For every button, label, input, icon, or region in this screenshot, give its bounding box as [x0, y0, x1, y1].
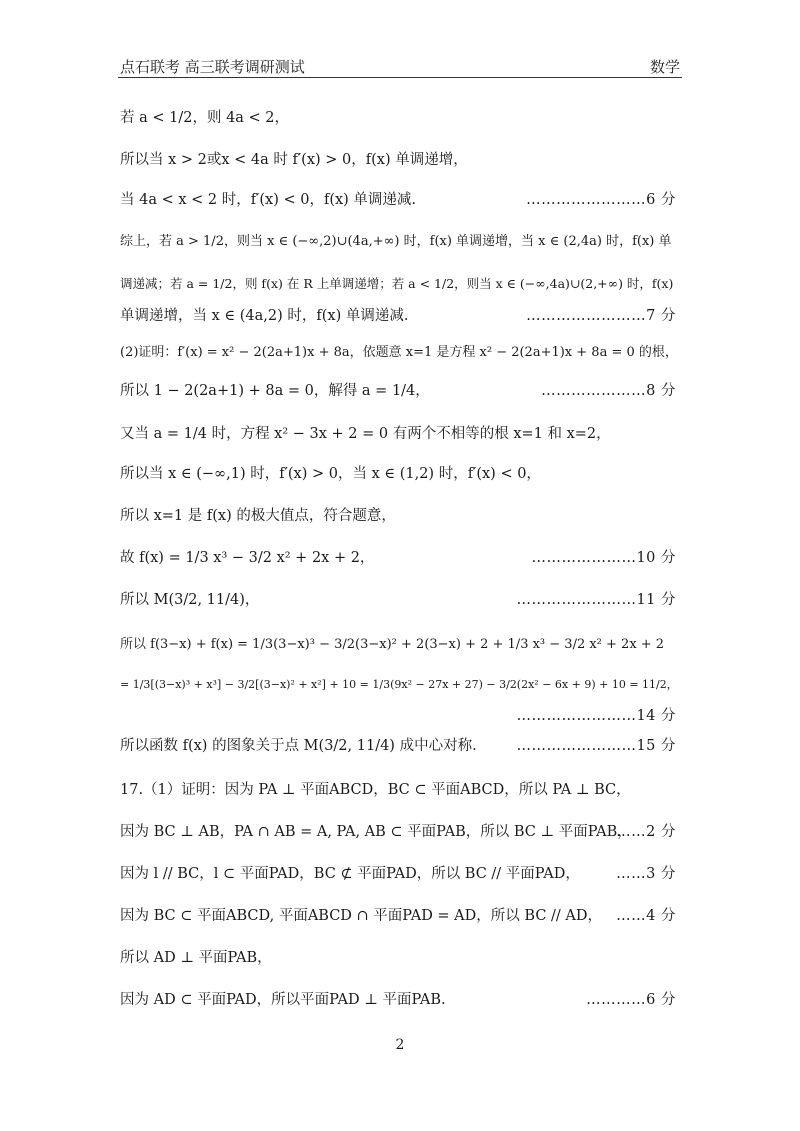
- line-9: 又当 a = 1/4 时，方程 x² − 3x + 2 = 0 有两个不相等的根 x=1 和 x=2，: [120, 426, 611, 442]
- line-12: 故 f(x) = 1/3 x³ − 3/2 x² + 2x + 2，: [120, 550, 375, 566]
- line-17: 17.（1）证明：因为 PA ⊥ 平面ABCD，BC ⊂ 平面ABCD，所以 PA ⊥ BC，: [120, 782, 631, 798]
- score-7: ……………………7 分: [526, 308, 676, 324]
- line-10: 所以当 x ∈ (−∞,1) 时，f′(x) > 0，当 x ∈ (1,2) 时，f′(x) < 0，: [120, 466, 541, 482]
- line-13: 所以 M(3/2, 11/4)，: [120, 592, 260, 608]
- score-8: …………………8 分: [541, 383, 676, 399]
- score-6-a: ……………………6 分: [526, 192, 676, 208]
- line-21: 所以 AD ⊥ 平面PAB，: [120, 950, 272, 966]
- score-11: ……………………11 分: [516, 592, 676, 608]
- score-6-b: …………6 分: [586, 992, 676, 1008]
- page-number: 2: [395, 1037, 405, 1053]
- line-1: 若 a < 1/2，则 4a < 2，: [120, 110, 290, 126]
- line-15: = 1/3[(3−x)³ + x³] − 3/2[(3−x)² + x²] + 10 = 1/3(9x² − 27x + 27) − 3/2(2x² − 6x + 9) + 10 = 11/2，: [120, 678, 678, 691]
- line-7: (2)证明：f′(x) = x² − 2(2a+1)x + 8a，依题意 x=1 是方程 x² − 2(2a+1)x + 8a = 0 的根，: [120, 345, 678, 360]
- score-3: ……3 分: [616, 866, 676, 882]
- line-22: 因为 AD ⊂ 平面PAD，所以平面PAD ⊥ 平面PAB.: [120, 992, 446, 1008]
- score-14: ……………………14 分: [516, 708, 676, 724]
- score-10: …………………10 分: [531, 550, 676, 566]
- line-6: 单调递增，当 x ∈ (4a,2) 时，f(x) 单调递减.: [120, 308, 409, 324]
- score-2: ……2 分: [616, 824, 676, 840]
- line-4: 综上，若 a > 1/2，则当 x ∈ (−∞,2)∪(4a,+∞) 时，f(x) 单调递增，当 x ∈ (2,4a) 时，f(x) 单: [120, 234, 672, 249]
- header-right: 数学: [649, 58, 680, 76]
- header-rule: [118, 77, 682, 78]
- score-15: ……………………15 分: [516, 738, 676, 754]
- line-8: 所以 1 − 2(2a+1) + 8a = 0，解得 a = 1/4，: [120, 383, 430, 399]
- line-18: 因为 BC ⊥ AB，PA ∩ AB = A, PA, AB ⊂ 平面PAB，所以 BC ⊥ 平面PAB，: [120, 824, 632, 840]
- line-19: 因为 l // BC，l ⊂ 平面PAD，BC ⊄ 平面PAD，所以 BC // 平面PAD，: [120, 866, 580, 882]
- line-20: 因为 BC ⊂ 平面ABCD, 平面ABCD ∩ 平面PAD = AD，所以 BC // AD，: [120, 908, 602, 924]
- line-2: 所以当 x > 2或x < 4a 时 f′(x) > 0，f(x) 单调递增，: [120, 152, 468, 168]
- header-left: 点石联考 高三联考调研测试: [120, 58, 305, 76]
- line-5: 调递减；若 a = 1/2，则 f(x) 在 R 上单调递增；若 a < 1/2，则当 x ∈ (−∞,4a)∪(2,+∞) 时，f(x): [120, 276, 674, 291]
- line-14: 所以 f(3−x) + f(x) = 1/3(3−x)³ − 3/2(3−x)² + 2(3−x) + 2 + 1/3 x³ − 3/2 x² + 2x + 2: [120, 637, 665, 652]
- line-3: 当 4a < x < 2 时，f′(x) < 0，f(x) 单调递减.: [120, 192, 417, 208]
- score-4: ……4 分: [616, 908, 676, 924]
- line-11: 所以 x=1 是 f(x) 的极大值点，符合题意，: [120, 508, 396, 524]
- line-16: 所以函数 f(x) 的图象关于点 M(3/2, 11/4) 成中心对称.: [120, 738, 477, 754]
